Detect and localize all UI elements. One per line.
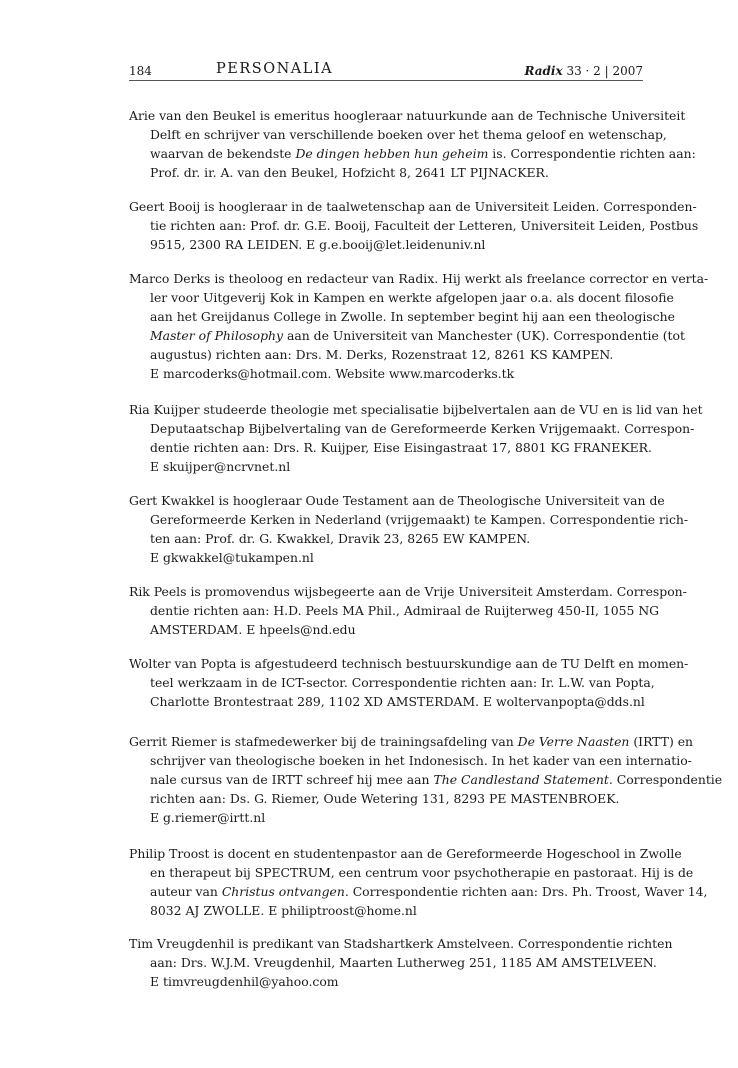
running-title: PERSONALIA	[216, 61, 334, 77]
entry-first-line: Rik Peels is promovendus wijsbegeerte aan de Vrije Universiteit Amsterdam. Correspon-	[129, 584, 687, 599]
entry-line: E g.riemer@irtt.nl	[150, 810, 266, 825]
entry-line: Charlotte Brontestraat 289, 1102 XD AMSTERDAM. E woltervanpopta@dds.nl	[150, 694, 645, 709]
entry-line: Deputaatschap Bijbelvertaling van de Gereformeerde Kerken Vrijgemaakt. Correspon-	[150, 421, 695, 436]
entry-line: schrijver van theologische boeken in het Indonesisch. In het kader van een internatio-	[150, 753, 692, 768]
journal-issue: 33 · 2 | 2007	[566, 64, 643, 78]
entry-line: aan: Drs. W.J.M. Vreugdenhil, Maarten Lutherweg 251, 1185 AM AMSTELVEEN.	[150, 955, 657, 970]
entry-line: teel werkzaam in de ICT-sector. Correspondentie richten aan: Ir. L.W. van Popta,	[150, 675, 655, 690]
entry-first-line: Geert Booij is hoogleraar in de taalwetenschap aan de Universiteit Leiden. Corresponden-	[129, 199, 697, 214]
italic-title: Master of Philosophy	[150, 328, 284, 343]
entry-line: E marcoderks@hotmail.com. Website www.marcoderks.tk	[150, 366, 515, 381]
entry-line: Delft en schrijver van verschillende boeken over het thema geloof en wetenschap,	[150, 127, 667, 142]
entry-line: aan het Greijdanus College in Zwolle. In september begint hij aan een theologische	[150, 309, 675, 324]
entry-first-line: Marco Derks is theoloog en redacteur van Radix. Hij werkt als freelance corrector en verta-	[129, 271, 709, 286]
italic-title: Christus ontvangen	[221, 884, 345, 899]
entry-line: nale cursus van de IRTT schreef hij mee aan The Candlestand Statement. Correspondentie	[150, 772, 723, 787]
entry-line: E skuijper@ncrvnet.nl	[150, 459, 291, 474]
entry-first-line: Arie van den Beukel is emeritus hoogleraar natuurkunde aan de Technische Universiteit	[129, 108, 686, 123]
entry-line: auteur van Christus ontvangen. Correspondentie richten aan: Drs. Ph. Troost, Waver 14,	[150, 884, 708, 899]
entry-line: Prof. dr. ir. A. van den Beukel, Hofzicht 8, 2641 LT PIJNACKER.	[150, 165, 549, 180]
entry-first-line: Tim Vreugdenhil is predikant van Stadshartkerk Amstelveen. Correspondentie richten	[129, 936, 673, 951]
entry-first-line: Gert Kwakkel is hoogleraar Oude Testament aan de Theologische Universiteit van de	[129, 493, 665, 508]
entry-line: 9515, 2300 RA LEIDEN. E g.e.booij@let.leidenuniv.nl	[150, 237, 486, 252]
entry-line: en therapeut bij SPECTRUM, een centrum voor psychotherapie en pastoraat. Hij is de	[150, 865, 694, 880]
entry-line: E gkwakkel@tukampen.nl	[150, 550, 314, 565]
entry-line: tie richten aan: Prof. dr. G.E. Booij, Faculteit der Letteren, Universiteit Leiden, Postbus	[150, 218, 699, 233]
entry-first-line: Ria Kuijper studeerde theologie met specialisatie bijbelvertalen aan de VU en is lid van het	[129, 402, 703, 417]
entry-line: Gereformeerde Kerken in Nederland (vrijgemaakt) te Kampen. Correspondentie rich-	[150, 512, 689, 527]
entry-line: 8032 AJ ZWOLLE. E philiptroost@home.nl	[150, 903, 417, 918]
entry-first-line: Philip Troost is docent en studentenpastor aan de Gereformeerde Hogeschool in Zwolle	[129, 846, 682, 861]
entry-first-line: Gerrit Riemer is stafmedewerker bij de trainingsafdeling van De Verre Naasten (IRTT) en	[129, 734, 694, 749]
entry-line: AMSTERDAM. E hpeels@nd.edu	[150, 622, 356, 637]
italic-title: De dingen hebben hun geheim	[295, 146, 489, 161]
italic-title: The Candlestand Statement	[433, 772, 609, 787]
entry-line: E timvreugdenhil@yahoo.com	[150, 974, 339, 989]
entry-line: ten aan: Prof. dr. G. Kwakkel, Dravik 23, 8265 EW KAMPEN.	[150, 531, 531, 546]
entry-first-line: Wolter van Popta is afgestudeerd technisch bestuurskundige aan de TU Delft en momen-	[129, 656, 689, 671]
entry-line: Master of Philosophy aan de Universiteit van Manchester (UK). Correspondentie (tot	[150, 328, 685, 343]
italic-title: De Verre Naasten	[517, 734, 630, 749]
entry-line: augustus) richten aan: Drs. M. Derks, Rozenstraat 12, 8261 KS KAMPEN.	[150, 347, 614, 362]
entry-line: richten aan: Ds. G. Riemer, Oude Wetering 131, 8293 PE MASTENBROEK.	[150, 791, 620, 806]
entry-line: dentie richten aan: H.D. Peels MA Phil., Admiraal de Ruijterweg 450-II, 1055 NG	[150, 603, 660, 618]
entry-line: ler voor Uitgeverij Kok in Kampen en werkte afgelopen jaar o.a. als docent filosofie	[150, 290, 674, 305]
journal-name: Radix	[524, 64, 563, 78]
page-number: 184	[129, 64, 152, 78]
entry-line: waarvan de bekendste De dingen hebben hun geheim is. Correspondentie richten aan:	[150, 146, 696, 161]
entry-line: dentie richten aan: Drs. R. Kuijper, Eise Eisingastraat 17, 8801 KG FRANEKER.	[150, 440, 652, 455]
